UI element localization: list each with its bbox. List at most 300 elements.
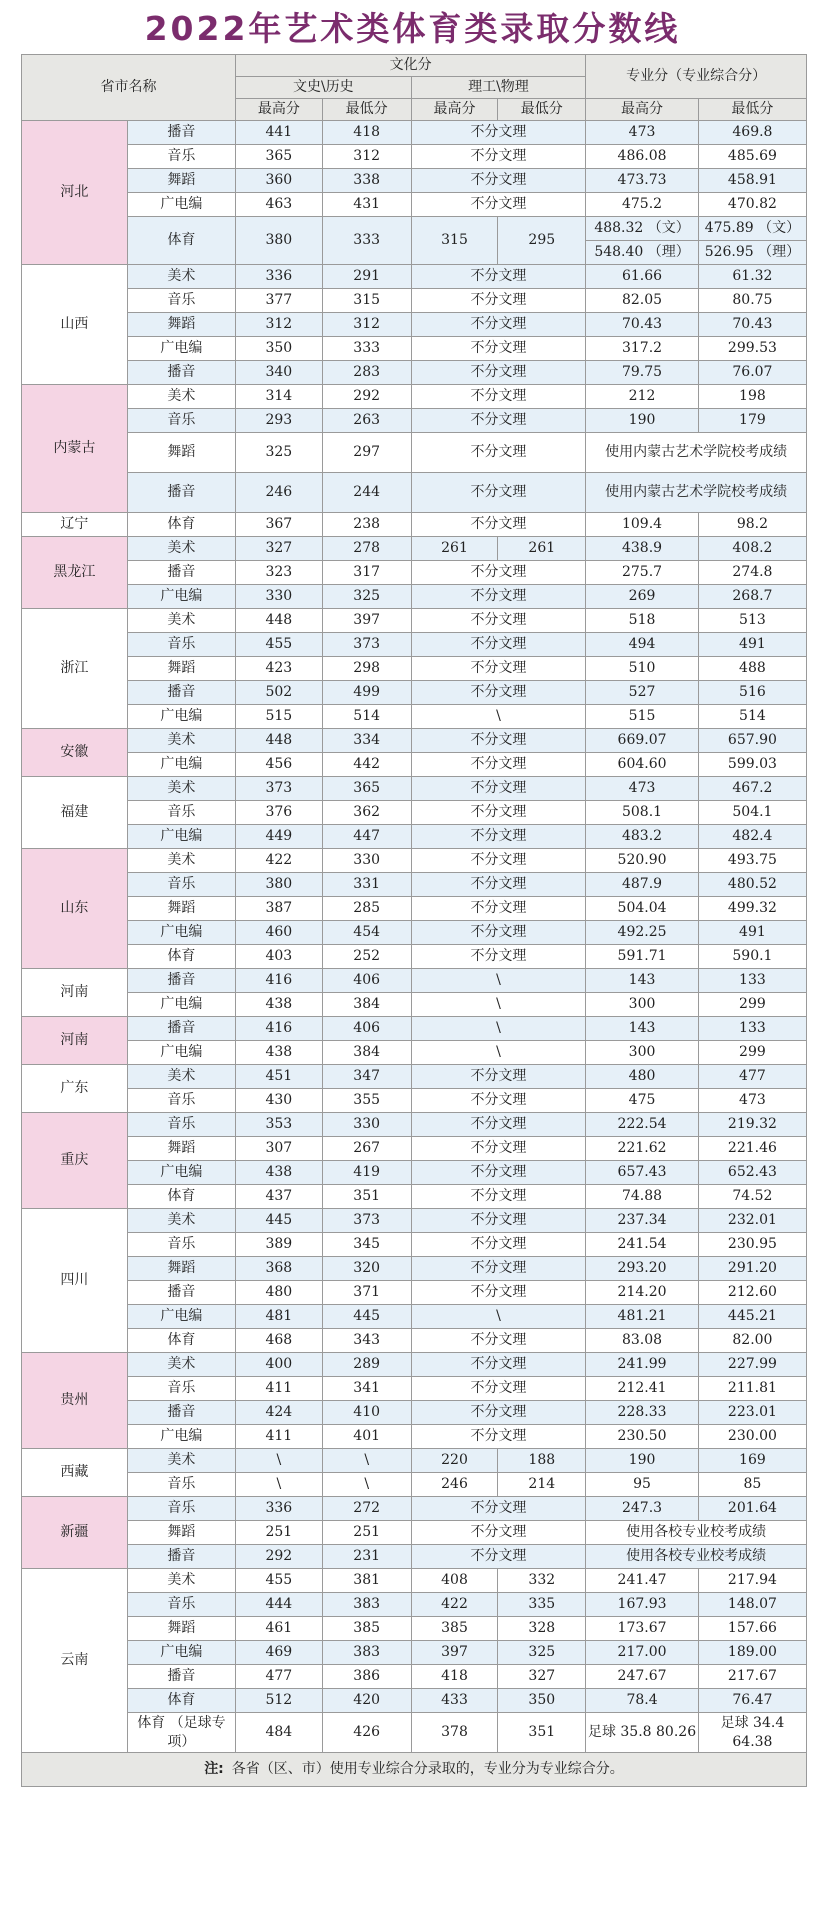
table-row <box>22 585 807 609</box>
wenshi-max-cell: 380 <box>235 217 322 265</box>
ligong-merged-cell: 不分文理 <box>411 1209 586 1233</box>
major-max-cell: 70.43 <box>586 313 699 337</box>
subject-cell: 美术 <box>127 849 235 873</box>
subject-cell: 播音 <box>127 969 235 993</box>
subject-cell: 音乐 <box>127 873 235 897</box>
wenshi-max-cell: 360 <box>235 169 322 193</box>
wenshi-min-cell: 418 <box>322 121 411 145</box>
major-min-cell: 299 <box>698 1041 806 1065</box>
wenshi-min-cell: \ <box>322 1449 411 1473</box>
subject-cell: 体育 <box>127 1185 235 1209</box>
wenshi-min-cell: 238 <box>322 513 411 537</box>
ligong-min-cell: 325 <box>498 1641 586 1665</box>
wenshi-max-cell: 327 <box>235 537 322 561</box>
major-min-cell: 70.43 <box>698 313 806 337</box>
table-row <box>22 1521 807 1545</box>
subject-cell: 播音 <box>127 1401 235 1425</box>
province-cell: 河南 <box>22 1017 128 1065</box>
wenshi-max-cell: 438 <box>235 1161 322 1185</box>
major-max-cell: 221.62 <box>586 1137 699 1161</box>
ligong-merged-cell: 不分文理 <box>411 945 586 969</box>
major-min-cell: 157.66 <box>698 1617 806 1641</box>
major-max-cell: 293.20 <box>586 1257 699 1281</box>
wenshi-min-cell: 397 <box>322 609 411 633</box>
major-min-cell: 516 <box>698 681 806 705</box>
wenshi-min-cell: 330 <box>322 849 411 873</box>
ligong-merged-cell: 不分文理 <box>411 609 586 633</box>
wenshi-max-cell: 350 <box>235 337 322 361</box>
subject-cell: 体育 <box>127 1329 235 1353</box>
wenshi-max-cell: 292 <box>235 1545 322 1569</box>
subject-cell: 舞蹈 <box>127 1257 235 1281</box>
wenshi-max-cell: 403 <box>235 945 322 969</box>
wenshi-min-cell: 334 <box>322 729 411 753</box>
table-row <box>22 1329 807 1353</box>
subject-cell: 舞蹈 <box>127 1617 235 1641</box>
table-row <box>22 1569 807 1593</box>
wenshi-max-cell: 438 <box>235 993 322 1017</box>
subject-cell: 广电编 <box>127 825 235 849</box>
ligong-merged-cell: 不分文理 <box>411 289 586 313</box>
ligong-min-cell: 214 <box>498 1473 586 1497</box>
table-row <box>22 753 807 777</box>
major-min-cell: 475.89 （文） <box>698 217 806 241</box>
wenshi-min-cell: 320 <box>322 1257 411 1281</box>
wenshi-max-cell: 340 <box>235 361 322 385</box>
major-max-cell: 95 <box>586 1473 699 1497</box>
ligong-merged-cell: 不分文理 <box>411 897 586 921</box>
wenshi-min-cell: 283 <box>322 361 411 385</box>
wenshi-min-cell: 278 <box>322 537 411 561</box>
table-row <box>22 1161 807 1185</box>
wenshi-min-cell: 291 <box>322 265 411 289</box>
province-cell: 四川 <box>22 1209 128 1353</box>
major-min-cell: 491 <box>698 921 806 945</box>
wenshi-min-cell: 317 <box>322 561 411 585</box>
wenshi-max-cell: 469 <box>235 1641 322 1665</box>
table-row <box>22 1641 807 1665</box>
ligong-merged-cell: 不分文理 <box>411 1401 586 1425</box>
wenshi-min-cell: 385 <box>322 1617 411 1641</box>
subject-cell: 音乐 <box>127 1113 235 1137</box>
wenshi-max-cell: \ <box>235 1449 322 1473</box>
province-cell: 重庆 <box>22 1113 128 1209</box>
wenshi-min-cell: 401 <box>322 1425 411 1449</box>
major-min-cell: 467.2 <box>698 777 806 801</box>
major-min-cell: 513 <box>698 609 806 633</box>
major-max-cell: 228.33 <box>586 1401 699 1425</box>
major-max-cell: 473 <box>586 121 699 145</box>
ligong-merged-cell: 不分文理 <box>411 145 586 169</box>
ligong-merged-cell: 不分文理 <box>411 1089 586 1113</box>
ligong-merged-cell: 不分文理 <box>411 921 586 945</box>
table-row <box>22 1473 807 1497</box>
wenshi-max-cell: 444 <box>235 1593 322 1617</box>
major-max-cell: 241.47 <box>586 1569 699 1593</box>
ligong-header: 理工\物理 <box>411 77 586 99</box>
major-min-cell: 82.00 <box>698 1329 806 1353</box>
ligong-min-cell: 332 <box>498 1569 586 1593</box>
subject-cell: 舞蹈 <box>127 169 235 193</box>
table-row <box>22 169 807 193</box>
major-max-cell: 212 <box>586 385 699 409</box>
major-max-cell: 217.00 <box>586 1641 699 1665</box>
subject-cell: 美术 <box>127 1569 235 1593</box>
major-max-cell: 300 <box>586 993 699 1017</box>
ligong-merged-cell: 不分文理 <box>411 1545 586 1569</box>
wenshi-min-cell: 381 <box>322 1569 411 1593</box>
province-cell: 安徽 <box>22 729 128 777</box>
subject-cell: 体育 <box>127 217 235 265</box>
major-header: 专业分（专业综合分） <box>586 55 807 99</box>
major-max-cell: 214.20 <box>586 1281 699 1305</box>
major-min-cell: 74.52 <box>698 1185 806 1209</box>
subject-cell: 舞蹈 <box>127 897 235 921</box>
wenshi-min-cell: 263 <box>322 409 411 433</box>
table-row <box>22 361 807 385</box>
major-min-cell: 221.46 <box>698 1137 806 1161</box>
wenshi-min-cell: 410 <box>322 1401 411 1425</box>
table-row <box>22 993 807 1017</box>
major-max-cell: 475.2 <box>586 193 699 217</box>
wenshi-min-cell: 315 <box>322 289 411 313</box>
major-min-cell: 80.75 <box>698 289 806 313</box>
wenshi-min-cell: 333 <box>322 337 411 361</box>
ligong-merged-cell: 不分文理 <box>411 825 586 849</box>
subject-cell: 美术 <box>127 1353 235 1377</box>
major-max-cell: 足球 35.8 80.26 <box>586 1713 699 1753</box>
wenshi-max-cell: 353 <box>235 1113 322 1137</box>
footnote <box>22 1753 807 1787</box>
subject-cell: 播音 <box>127 1281 235 1305</box>
table-row <box>22 1713 807 1753</box>
major-min-cell: 189.00 <box>698 1641 806 1665</box>
major-max-cell: 515 <box>586 705 699 729</box>
major-max-cell: 300 <box>586 1041 699 1065</box>
wenshi-max-cell: 423 <box>235 657 322 681</box>
subject-cell: 舞蹈 <box>127 657 235 681</box>
ligong-max-cell: 315 <box>411 217 498 265</box>
wenshi-max-cell: 312 <box>235 313 322 337</box>
major-max-cell: 143 <box>586 1017 699 1041</box>
subject-cell: 美术 <box>127 1449 235 1473</box>
table-row <box>22 1377 807 1401</box>
table-row <box>22 121 807 145</box>
major-min-cell: 148.07 <box>698 1593 806 1617</box>
wenshi-min-cell: 383 <box>322 1593 411 1617</box>
ligong-merged-cell: \ <box>411 1017 586 1041</box>
ligong-merged-cell: 不分文理 <box>411 433 586 473</box>
subject-cell: 播音 <box>127 121 235 145</box>
subject-cell: 舞蹈 <box>127 1521 235 1545</box>
major-max-cell: 269 <box>586 585 699 609</box>
major-max-cell: 508.1 <box>586 801 699 825</box>
subject-cell: 音乐 <box>127 633 235 657</box>
wenshi-min-cell: 373 <box>322 633 411 657</box>
subject-cell: 音乐 <box>127 1473 235 1497</box>
province-cell: 河南 <box>22 969 128 1017</box>
table-row <box>22 849 807 873</box>
major-min-cell: 230.95 <box>698 1233 806 1257</box>
table-row <box>22 969 807 993</box>
wenshi-min-cell: 445 <box>322 1305 411 1329</box>
wenshi-max-cell: 484 <box>235 1713 322 1753</box>
table-row <box>22 1593 807 1617</box>
wenshi-min-cell: \ <box>322 1473 411 1497</box>
wenshi-max-cell: 336 <box>235 1497 322 1521</box>
table-row <box>22 657 807 681</box>
subject-cell: 音乐 <box>127 1233 235 1257</box>
wenshi-min-cell: 289 <box>322 1353 411 1377</box>
major-max-cell: 604.60 <box>586 753 699 777</box>
subject-cell: 美术 <box>127 265 235 289</box>
major-min-cell: 482.4 <box>698 825 806 849</box>
wenshi-min-cell: 251 <box>322 1521 411 1545</box>
subject-cell: 音乐 <box>127 801 235 825</box>
ligong-merged-cell: \ <box>411 969 586 993</box>
subject-cell: 广电编 <box>127 921 235 945</box>
table-row <box>22 945 807 969</box>
ligong-min-cell: 295 <box>498 217 586 265</box>
major-min-cell: 223.01 <box>698 1401 806 1425</box>
wenshi-min-cell: 333 <box>322 217 411 265</box>
major-max-cell: 510 <box>586 657 699 681</box>
wenshi-max-cell: 377 <box>235 289 322 313</box>
ligong-merged-cell: 不分文理 <box>411 657 586 681</box>
wenshi-min-cell: 514 <box>322 705 411 729</box>
wenshi-min-cell: 420 <box>322 1689 411 1713</box>
major-min-cell: 85 <box>698 1473 806 1497</box>
ligong-merged-cell: 不分文理 <box>411 265 586 289</box>
ligong-max-cell: 408 <box>411 1569 498 1593</box>
subject-cell: 音乐 <box>127 1089 235 1113</box>
major-min-cell: 169 <box>698 1449 806 1473</box>
ligong-max-cell: 378 <box>411 1713 498 1753</box>
major-min-cell: 179 <box>698 409 806 433</box>
ligong-max-cell: 246 <box>411 1473 498 1497</box>
major-max-cell: 78.4 <box>586 1689 699 1713</box>
major-max-cell: 83.08 <box>586 1329 699 1353</box>
major-max-cell: 473 <box>586 777 699 801</box>
major-min-cell: 133 <box>698 1017 806 1041</box>
ligong-merged-cell: 不分文理 <box>411 513 586 537</box>
table-row <box>22 289 807 313</box>
major-min-cell: 268.7 <box>698 585 806 609</box>
major-max-cell: 518 <box>586 609 699 633</box>
table-row <box>22 681 807 705</box>
wenshi-min-cell: 454 <box>322 921 411 945</box>
major-max-cell: 109.4 <box>586 513 699 537</box>
major-min-cell: 470.82 <box>698 193 806 217</box>
ligong-merged-cell: 不分文理 <box>411 1233 586 1257</box>
table-row <box>22 513 807 537</box>
province-cell: 广东 <box>22 1065 128 1113</box>
wenshi-min-cell: 312 <box>322 313 411 337</box>
wenshi-min-cell: 292 <box>322 385 411 409</box>
wenshi-min-cell: 426 <box>322 1713 411 1753</box>
wenshi-min-cell: 406 <box>322 969 411 993</box>
major-max-cell: 492.25 <box>586 921 699 945</box>
table-row <box>22 1305 807 1329</box>
wenshi-max-cell: 448 <box>235 729 322 753</box>
wenshi-min-cell: 341 <box>322 1377 411 1401</box>
ligong-max-cell: 397 <box>411 1641 498 1665</box>
ligong-merged-cell: 不分文理 <box>411 1257 586 1281</box>
ligong-merged-cell: 不分文理 <box>411 1281 586 1305</box>
wenshi-max-cell: 368 <box>235 1257 322 1281</box>
major-max-cell: 173.67 <box>586 1617 699 1641</box>
ligong-merged-cell: 不分文理 <box>411 313 586 337</box>
major-max-cell: 237.34 <box>586 1209 699 1233</box>
ligong-merged-cell: 不分文理 <box>411 121 586 145</box>
wenshi-max-cell: 373 <box>235 777 322 801</box>
subject-cell: 播音 <box>127 361 235 385</box>
ligong-merged-cell: 不分文理 <box>411 633 586 657</box>
province-cell: 浙江 <box>22 609 128 729</box>
major-max-cell: 520.90 <box>586 849 699 873</box>
table-row <box>22 609 807 633</box>
wenshi-max-cell: 424 <box>235 1401 322 1425</box>
ligong-max-cell: 261 <box>411 537 498 561</box>
wenshi-min-cell: 330 <box>322 1113 411 1137</box>
table-row <box>22 705 807 729</box>
subject-cell: 广电编 <box>127 1305 235 1329</box>
major-min-cell: 76.47 <box>698 1689 806 1713</box>
ligong-merged-cell: 不分文理 <box>411 1377 586 1401</box>
major-min-cell: 526.95 （理） <box>698 241 806 265</box>
score-table <box>21 54 807 1787</box>
table-row <box>22 1233 807 1257</box>
wenshi-min-cell: 499 <box>322 681 411 705</box>
major-max-cell: 222.54 <box>586 1113 699 1137</box>
ligong-merged-cell: 不分文理 <box>411 1497 586 1521</box>
wenshi-max-cell: 330 <box>235 585 322 609</box>
major-min-cell: 299 <box>698 993 806 1017</box>
province-cell: 内蒙古 <box>22 385 128 513</box>
ligong-merged-cell: 不分文理 <box>411 1329 586 1353</box>
table-row <box>22 1353 807 1377</box>
ligong-min-cell: 327 <box>498 1665 586 1689</box>
ligong-merged-cell: 不分文理 <box>411 1065 586 1089</box>
subject-cell: 音乐 <box>127 145 235 169</box>
major-min-cell: 219.32 <box>698 1113 806 1137</box>
major-max-cell: 167.93 <box>586 1593 699 1617</box>
wenshi-max-cell: 400 <box>235 1353 322 1377</box>
province-cell: 西藏 <box>22 1449 128 1497</box>
footnote-label: 注: <box>204 1761 224 1777</box>
wenshi-max-cell: 416 <box>235 969 322 993</box>
table-row <box>22 337 807 361</box>
subject-cell: 美术 <box>127 609 235 633</box>
wenshi-min-cell: 384 <box>322 993 411 1017</box>
culture-header: 文化分 <box>235 55 585 77</box>
table-row <box>22 265 807 289</box>
table-row <box>22 1497 807 1521</box>
wenshi-min-cell: 272 <box>322 1497 411 1521</box>
ligong-merged-cell: 不分文理 <box>411 169 586 193</box>
province-cell: 辽宁 <box>22 513 128 537</box>
major-min-cell: 477 <box>698 1065 806 1089</box>
ligong-merged-cell: 不分文理 <box>411 385 586 409</box>
major-max-cell: 241.99 <box>586 1353 699 1377</box>
subject-cell: 舞蹈 <box>127 433 235 473</box>
subject-cell: 体育 <box>127 945 235 969</box>
major-min-cell: 504.1 <box>698 801 806 825</box>
ligong-merged-cell: \ <box>411 705 586 729</box>
wenshi-max-cell: 455 <box>235 1569 322 1593</box>
table-row <box>22 1401 807 1425</box>
subject-cell: 广电编 <box>127 585 235 609</box>
wenshi-max-cell: 411 <box>235 1425 322 1449</box>
table-row <box>22 537 807 561</box>
table-row <box>22 1689 807 1713</box>
wenshi-max-cell: 448 <box>235 609 322 633</box>
major-min-cell: 足球 34.4 64.38 <box>698 1713 806 1753</box>
wenshi-max-cell: 468 <box>235 1329 322 1353</box>
wenshi-max-cell: 367 <box>235 513 322 537</box>
major-max-cell: 548.40 （理） <box>586 241 699 265</box>
page-title: 2022年艺术类体育类录取分数线 <box>144 9 681 48</box>
wenshi-min-cell: 345 <box>322 1233 411 1257</box>
wenshi-max-cell: 336 <box>235 265 322 289</box>
ligong-merged-cell: 不分文理 <box>411 1113 586 1137</box>
table-row <box>22 729 807 753</box>
table-row <box>22 873 807 897</box>
ligong-merged-cell: 不分文理 <box>411 1425 586 1449</box>
table-row <box>22 897 807 921</box>
table-row <box>22 1281 807 1305</box>
table-row <box>22 1449 807 1473</box>
major-max-cell: 79.75 <box>586 361 699 385</box>
ligong-min-cell: 350 <box>498 1689 586 1713</box>
wenshi-min-cell: 343 <box>322 1329 411 1353</box>
major-max-cell: 657.43 <box>586 1161 699 1185</box>
major-max-cell: 438.9 <box>586 537 699 561</box>
table-row <box>22 1089 807 1113</box>
subject-cell: 播音 <box>127 473 235 513</box>
ligong-min-cell: 261 <box>498 537 586 561</box>
ligong-merged-cell: 不分文理 <box>411 409 586 433</box>
major-min-cell: 217.67 <box>698 1665 806 1689</box>
wenshi-min-cell: 373 <box>322 1209 411 1233</box>
ligong-merged-cell: 不分文理 <box>411 681 586 705</box>
subject-cell: 美术 <box>127 777 235 801</box>
major-max-cell: 486.08 <box>586 145 699 169</box>
major-max-cell: 143 <box>586 969 699 993</box>
major-merged-cell: 使用各校专业校考成绩 <box>586 1521 807 1545</box>
subject-cell: 广电编 <box>127 993 235 1017</box>
table-row <box>22 1137 807 1161</box>
province-cell: 贵州 <box>22 1353 128 1449</box>
wenshi-min-cell: 362 <box>322 801 411 825</box>
wenshi-min-cell: 231 <box>322 1545 411 1569</box>
ligong-merged-cell: 不分文理 <box>411 561 586 585</box>
major-min-cell: 274.8 <box>698 561 806 585</box>
wenshi-max-cell: 365 <box>235 145 322 169</box>
wenshi-max-cell: 380 <box>235 873 322 897</box>
table-row <box>22 473 807 513</box>
province-header: 省市名称 <box>22 55 236 121</box>
major-min-cell: 599.03 <box>698 753 806 777</box>
wenshi-max-cell: 441 <box>235 121 322 145</box>
wenshi-min-cell: 331 <box>322 873 411 897</box>
wenshi-max-cell: 456 <box>235 753 322 777</box>
major-min-cell: 198 <box>698 385 806 409</box>
wenshi-max-cell: 411 <box>235 1377 322 1401</box>
wenshi-max-cell: 416 <box>235 1017 322 1041</box>
wenshi-max-cell: 438 <box>235 1041 322 1065</box>
province-cell: 河北 <box>22 121 128 265</box>
